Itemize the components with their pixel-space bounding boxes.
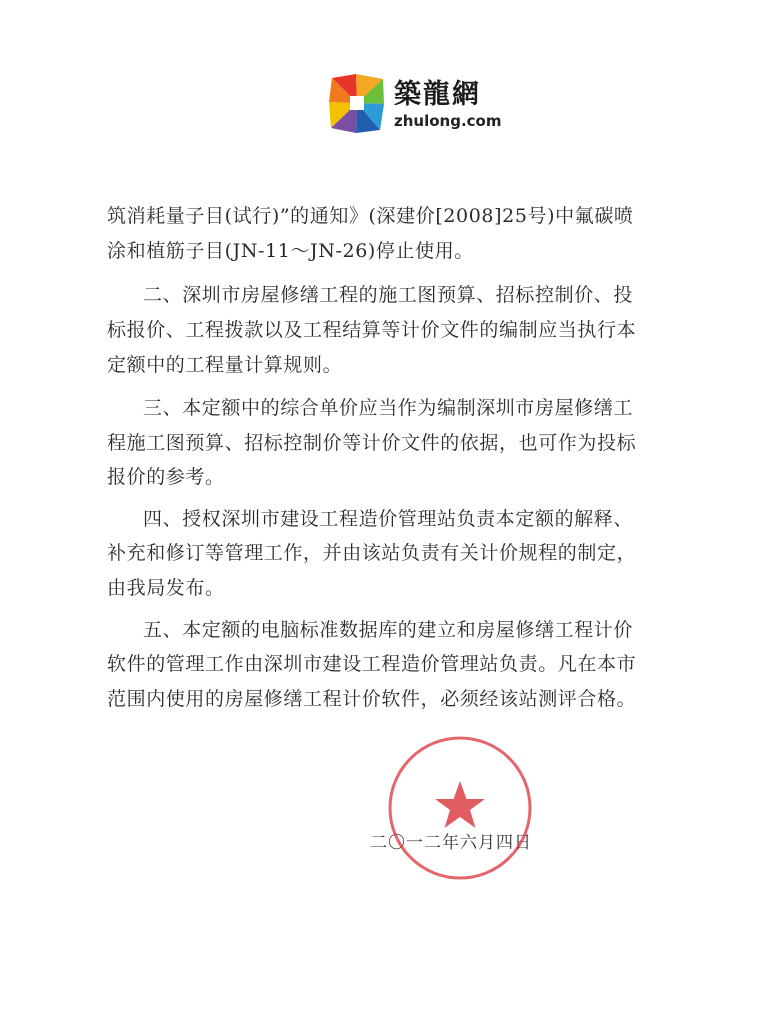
issue-date: 二〇一二年六月四日 (370, 833, 532, 853)
text-line: 筑消耗量子目(试行)”的通知》(深建价[2008]25号)中氟碳喷 (107, 205, 634, 227)
text-line: 定额中的工程量计算规则。 (107, 354, 343, 376)
seal-star-icon (435, 781, 485, 828)
text-line: 三、本定额中的综合单价应当作为编制深圳市房屋修缮工 (143, 397, 634, 419)
text-line: 由我局发布。 (107, 577, 225, 599)
text-line: 标报价、工程拨款以及工程结算等计价文件的编制应当执行本 (107, 319, 637, 341)
logo-domain-text: zhulong.com (394, 112, 502, 130)
text-line: 五、本定额的电脑标准数据库的建立和房屋修缮工程计价 (143, 619, 634, 641)
text-line: 软件的管理工作由深圳市建设工程造价管理站负责。凡在本市 (107, 653, 637, 675)
text-line: 范围内使用的房屋修缮工程计价软件，必须经该站测评合格。 (107, 688, 637, 710)
text-line: 四、授权深圳市建设工程造价管理站负责本定额的解释、 (143, 508, 634, 530)
text-line: 涂和植筋子目(JN-11～JN-26)停止使用。 (107, 240, 474, 262)
text-line: 二、深圳市房屋修缮工程的施工图预算、招标控制价、投 (143, 284, 634, 306)
text-line: 补充和修订等管理工作，并由该站负责有关计价规程的制定， (107, 542, 637, 564)
logo-chinese-text: 築龍網 (394, 79, 481, 110)
text-line: 程施工图预算、招标控制价等计价文件的依据，也可作为投标 (107, 432, 637, 454)
official-seal (385, 733, 535, 883)
text-line: 报价的参考。 (107, 466, 225, 488)
